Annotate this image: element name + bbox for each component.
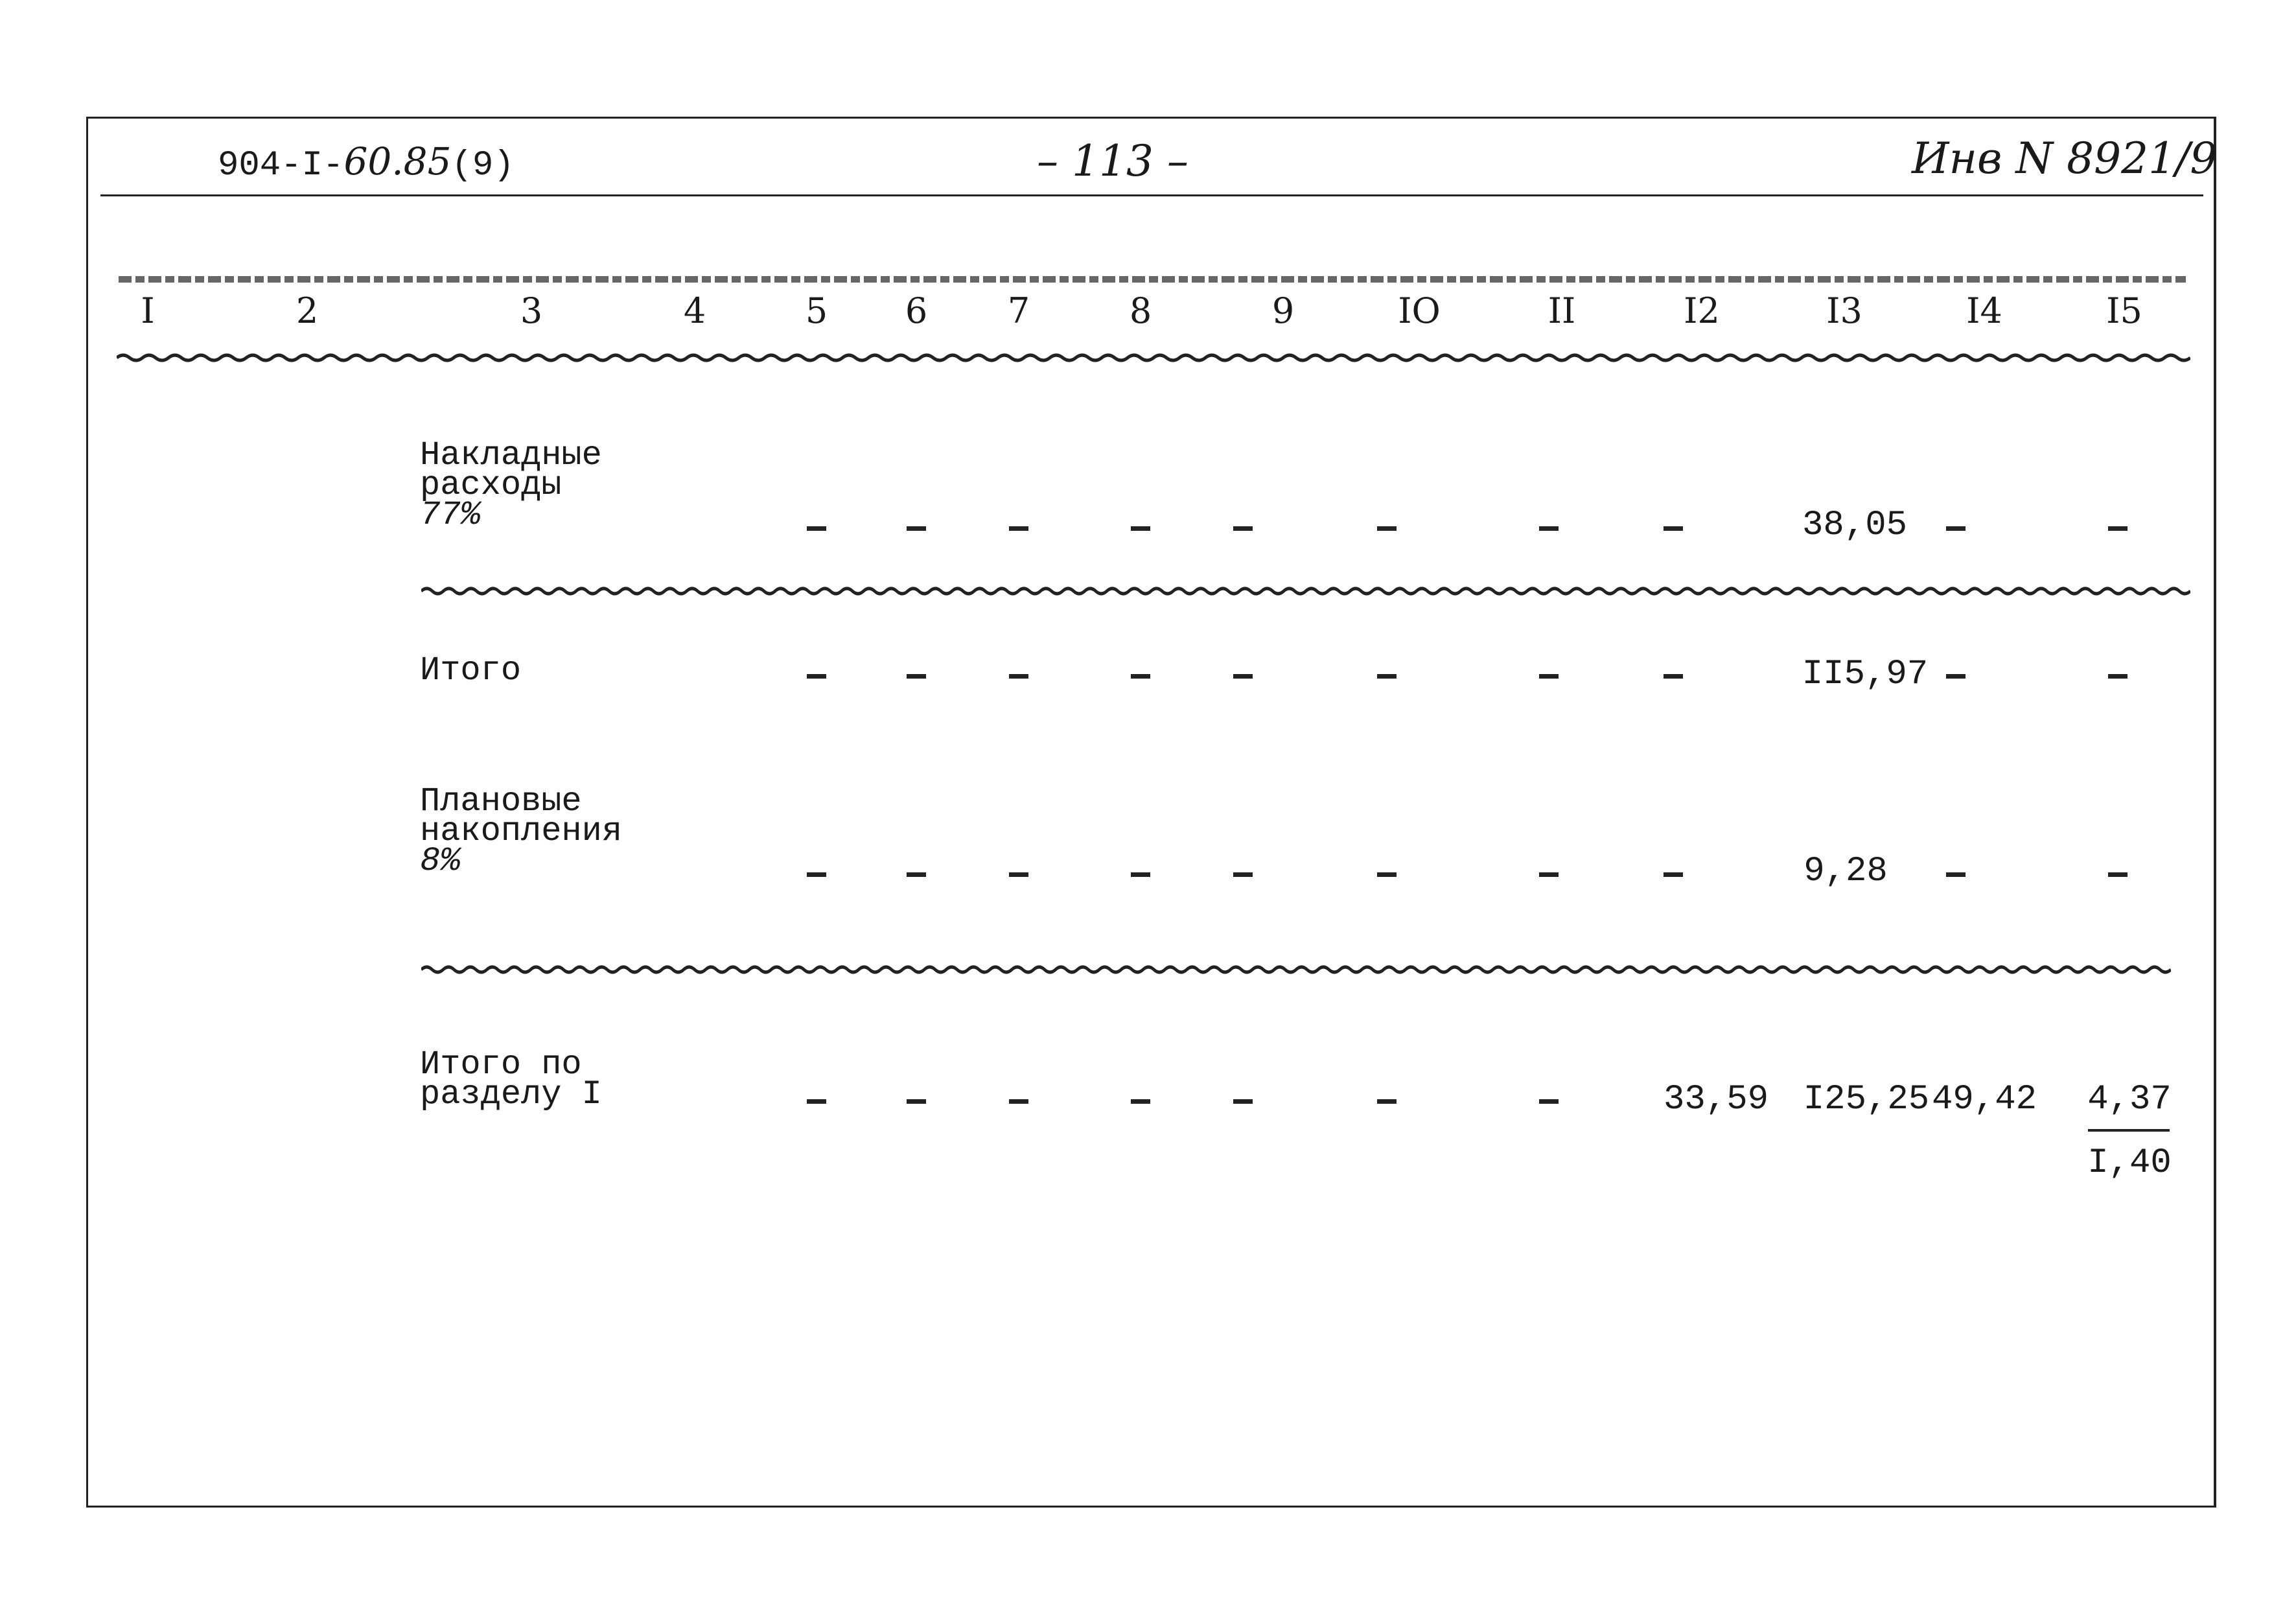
value-cell: 38,05 (1802, 506, 1908, 545)
empty-cell-dash (907, 872, 926, 877)
label-line: Плановые (420, 782, 582, 821)
empty-cell-dash (1377, 872, 1397, 877)
column-header-strip (119, 276, 2186, 283)
doc-code-suffix: (9) (451, 146, 515, 185)
column-number: I2 (1684, 290, 1720, 331)
empty-cell-dash (2108, 872, 2128, 877)
empty-cell-dash (1009, 526, 1028, 531)
column-number: I3 (1826, 290, 1862, 331)
empty-cell-dash (1009, 1099, 1028, 1104)
empty-cell-dash (907, 674, 926, 679)
label-line: Итого (420, 651, 522, 690)
empty-cell-dash (1131, 674, 1150, 679)
column-number: 4 (683, 290, 706, 331)
empty-cell-dash (1377, 1099, 1397, 1104)
label-line: накопления (420, 812, 623, 850)
value-cell: 33,59 (1663, 1080, 1769, 1119)
value-cell: I25,25 (1803, 1080, 1930, 1119)
empty-cell-dash (907, 526, 926, 531)
header-rule (100, 194, 2203, 196)
column-number: 5 (805, 290, 828, 331)
row-label-section-total (420, 1045, 602, 1113)
empty-cell-dash (1539, 1099, 1559, 1104)
empty-cell-dash (1233, 1099, 1253, 1104)
column-number: I5 (2106, 290, 2142, 331)
row-label-total (420, 651, 522, 690)
value-cell: 9,28 (1803, 852, 1888, 891)
empty-cell-dash (1233, 872, 1253, 877)
empty-cell-dash (807, 526, 826, 531)
row-label-planned-savings (420, 782, 623, 880)
column-number: I4 (1966, 290, 2002, 331)
fraction-line (2088, 1129, 2170, 1132)
column-number: IO (1398, 290, 1441, 331)
separator-wave (421, 583, 2190, 599)
empty-cell-dash (1131, 526, 1150, 531)
empty-cell-dash (2108, 674, 2128, 679)
empty-cell-dash (1539, 872, 1559, 877)
empty-cell-dash (1539, 526, 1559, 531)
column-number: II (1548, 290, 1576, 331)
empty-cell-dash (1377, 674, 1397, 679)
empty-cell-dash (807, 872, 826, 877)
doc-code-handwritten: 60.85 (343, 139, 452, 183)
label-line: 77% (420, 496, 481, 534)
empty-cell-dash (1946, 872, 1966, 877)
value-cell-denominator: I,40 (2087, 1143, 2172, 1183)
empty-cell-dash (1009, 872, 1028, 877)
inventory-number: Инв N 8921/9 (1912, 134, 2218, 183)
empty-cell-dash (2108, 526, 2128, 531)
doc-code-printed: 904-I- (218, 146, 344, 185)
empty-cell-dash (1946, 674, 1966, 679)
empty-cell-dash (1377, 526, 1397, 531)
label-line: 8% (420, 842, 461, 880)
empty-cell-dash (1664, 526, 1683, 531)
empty-cell-dash (1009, 674, 1028, 679)
empty-cell-dash (807, 1099, 826, 1104)
empty-cell-dash (1664, 674, 1683, 679)
column-number: 9 (1271, 290, 1295, 331)
value-cell: II5,97 (1802, 655, 1929, 694)
empty-cell-dash (907, 1099, 926, 1104)
separator-wave (421, 962, 2171, 977)
column-number: 7 (1007, 290, 1030, 331)
value-cell: 49,42 (1931, 1080, 2037, 1119)
label-line: Итого по (420, 1045, 582, 1084)
column-number: 3 (520, 290, 543, 331)
empty-cell-dash (1539, 674, 1559, 679)
empty-cell-dash (1664, 872, 1683, 877)
empty-cell-dash (807, 674, 826, 679)
column-number: 6 (905, 290, 928, 331)
document-code (218, 139, 515, 185)
empty-cell-dash (1233, 674, 1253, 679)
column-number: I (141, 290, 155, 331)
value-cell-numerator: 4,37 (2087, 1080, 2172, 1119)
empty-cell-dash (1946, 526, 1966, 531)
column-number: 8 (1129, 290, 1152, 331)
label-line: Накладные (420, 436, 602, 474)
label-line: разделу I (420, 1075, 602, 1113)
row-label-overhead (420, 436, 602, 534)
label-line: расходы (420, 466, 562, 504)
separator-wave (117, 350, 2190, 366)
column-number: 2 (296, 290, 319, 331)
empty-cell-dash (1131, 872, 1150, 877)
empty-cell-dash (1131, 1099, 1150, 1104)
empty-cell-dash (1233, 526, 1253, 531)
page-number: – 113 – (1037, 136, 1189, 186)
